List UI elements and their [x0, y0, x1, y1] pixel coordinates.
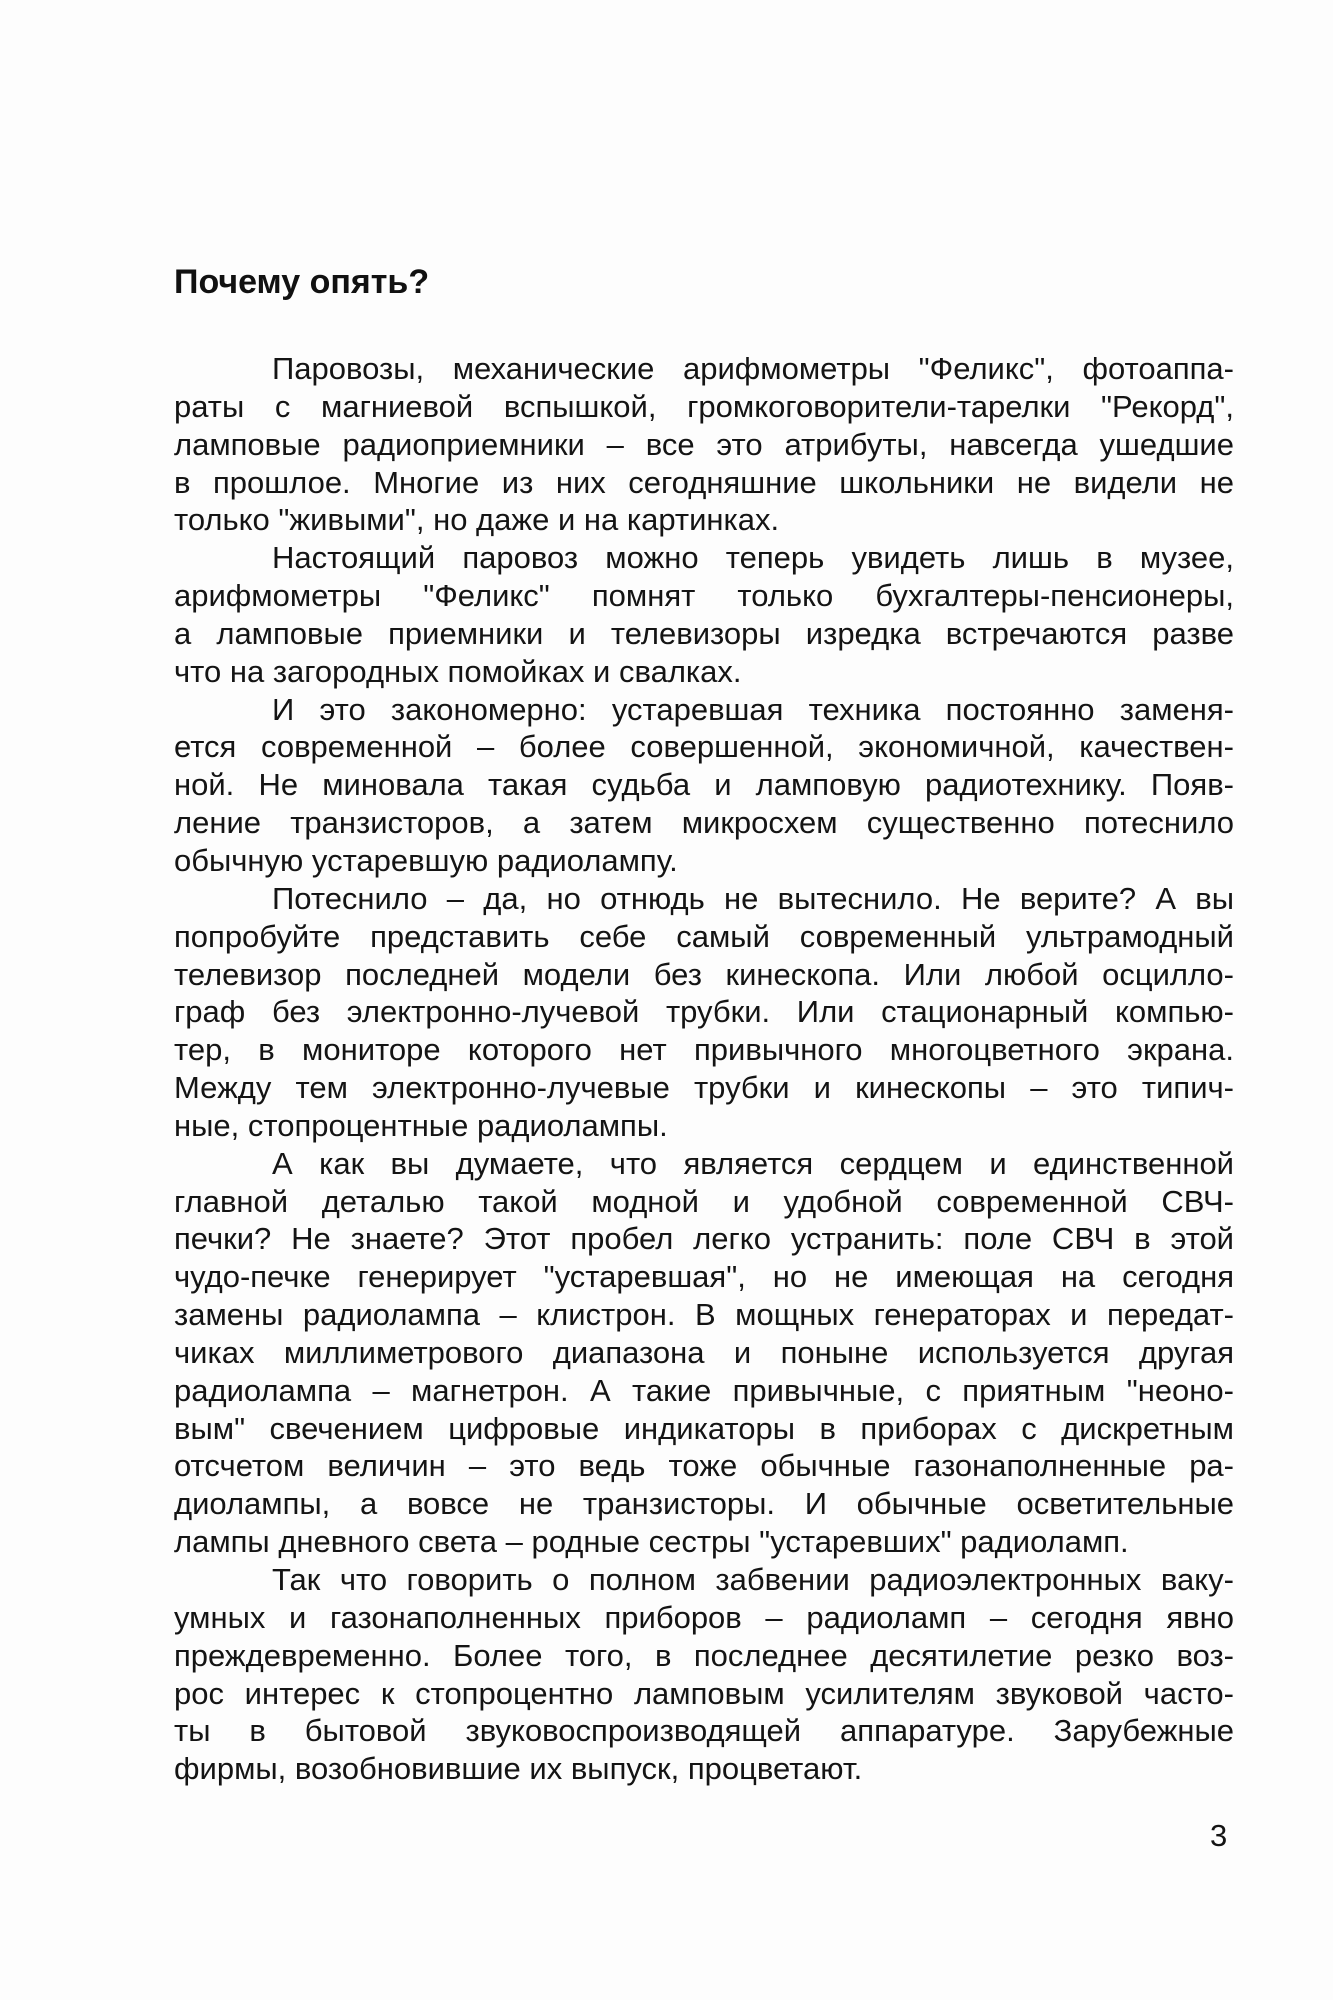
- text-line: что на загородных помойках и свалках.: [174, 653, 742, 689]
- text-line: арифмометры "Феликс" помнят только бухгалтеры-пенсионеры,: [174, 578, 1234, 614]
- text-line: вым" свечением цифровые индикаторы в приборах с дискретным: [174, 1410, 1234, 1446]
- text-line: в прошлое. Многие из них сегодняшние школьники не видели не: [174, 464, 1234, 500]
- text-line: раты с магниевой вспышкой, громкоговорители-тарелки "Рекорд",: [174, 388, 1234, 424]
- text-line: умных и газонаполненных приборов – радиоламп – сегодня явно: [174, 1599, 1234, 1635]
- text-line: лампы дневного света – родные сестры "устаревших" радиоламп.: [174, 1524, 1129, 1560]
- text-line: чудо-печке генерирует "устаревшая", но не имеющая на сегодня: [174, 1259, 1234, 1295]
- text-line: Паровозы, механические арифмометры "Феликс", фотоаппа-: [272, 351, 1234, 386]
- text-line: Между тем электронно-лучевые трубки и кинескопы – это типич-: [174, 1070, 1234, 1106]
- paragraph: [174, 880, 1234, 1145]
- text-line: только "живыми", но даже и на картинках.: [174, 502, 780, 538]
- text-line: Так что говорить о полном забвении радиоэлектронных ваку-: [272, 1562, 1234, 1597]
- text-line: ты в бытовой звуковоспроизводящей аппаратуре. Зарубежные: [174, 1713, 1234, 1749]
- text-line: тер, в мониторе которого нет привычного многоцветного экрана.: [174, 1032, 1234, 1068]
- section-heading: Почему опять?: [174, 263, 430, 301]
- text-line: попробуйте представить себе самый современный ультрамодный: [174, 918, 1234, 954]
- text-line: преждевременно. Более того, в последнее десятилетие резко воз-: [174, 1637, 1234, 1673]
- text-line: рос интерес к стопроцентно ламповым усилителям звуковой часто-: [174, 1675, 1234, 1711]
- text-line: обычную устаревшую радиолампу.: [174, 842, 678, 878]
- text-line: диолампы, а вовсе не транзисторы. И обычные осветительные: [174, 1486, 1234, 1522]
- text-line: радиолампа – магнетрон. А такие привычные, с приятным "неоно-: [174, 1372, 1234, 1408]
- text-line: граф без электронно-лучевой трубки. Или стационарный компью-: [174, 994, 1234, 1030]
- text-line: фирмы, возобновившие их выпуск, процветают.: [174, 1751, 863, 1787]
- text-line: а ламповые приемники и телевизоры изредка встречаются разве: [174, 615, 1234, 651]
- text-line: телевизор последней модели без кинескопа. Или любой осцилло-: [174, 956, 1234, 992]
- paragraph: [174, 1145, 1234, 1561]
- paragraph: [174, 539, 1234, 690]
- page-number: 3: [1210, 1818, 1228, 1853]
- text-line: отсчетом величин – это ведь тоже обычные газонаполненные ра-: [174, 1448, 1234, 1484]
- text-line: Потеснило – да, но отнюдь не вытеснило. Не верите? А вы: [272, 880, 1234, 916]
- text-line: ные, стопроцентные радиолампы.: [174, 1107, 668, 1143]
- text-line: чиках миллиметрового диапазона и поныне используется другая: [174, 1334, 1234, 1370]
- text-line: И это закономерно: устаревшая техника постоянно заменя-: [272, 691, 1234, 727]
- text-line: Настоящий паровоз можно теперь увидеть лишь в музее,: [272, 540, 1234, 576]
- text-line: замены радиолампа – клистрон. В мощных генераторах и передат-: [174, 1297, 1234, 1333]
- text-line: ламповые радиоприемники – все это атрибуты, навсегда ушедшие: [174, 426, 1234, 462]
- paragraph: [174, 691, 1234, 880]
- text-line: А как вы думаете, что является сердцем и единственной: [272, 1145, 1234, 1181]
- text-line: ление транзисторов, а затем микросхем существенно потеснило: [174, 805, 1234, 841]
- paragraph: [174, 1561, 1234, 1788]
- paragraph: [174, 350, 1234, 539]
- text-line: ется современной – более совершенной, экономичной, качествен-: [174, 729, 1234, 765]
- body-text: [174, 350, 1234, 1788]
- text-line: печки? Не знаете? Этот пробел легко устранить: поле СВЧ в этой: [174, 1221, 1234, 1257]
- text-line: ной. Не миновала такая судьба и ламповую радиотехнику. Появ-: [174, 767, 1234, 803]
- text-line: главной деталью такой модной и удобной современной СВЧ-: [174, 1183, 1234, 1219]
